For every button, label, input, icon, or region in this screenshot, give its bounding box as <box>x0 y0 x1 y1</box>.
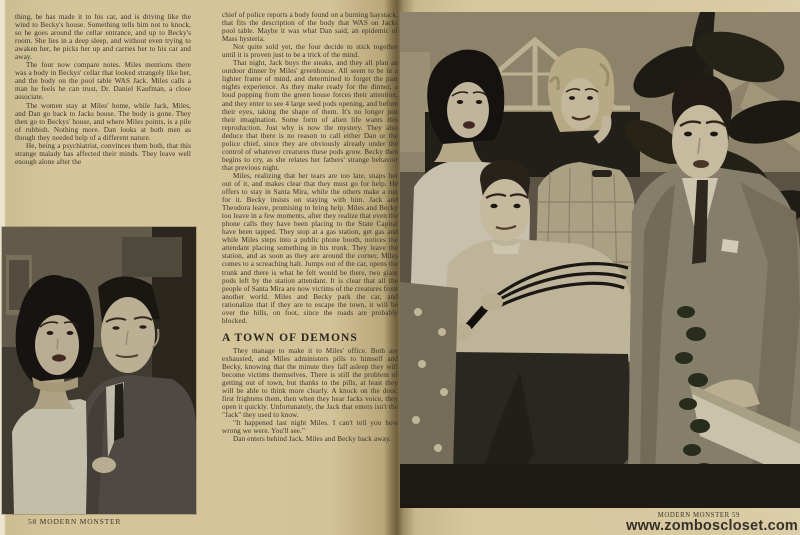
paragraph: "It happened last night Miles. I can't tell you how wrong we were. You'll see." <box>222 419 398 436</box>
paragraph: thing, he has made it to his car, and is driving like the wind to Becky's house. Something tells him not to knock, so he goes around the cellar entrance, and up to Becky's room. She lies in a deep sleep, and without even trying to awaken her, he picks her up and carries her to his car and away. <box>15 13 191 62</box>
paragraph: The women stay at Miles' home, while Jack, Miles, and Dan go back to Jacks house. The body is gone. They then go to Beckys' house, and where Miles points, is a pile of rubbish. Nothing more. Dan looks at both men as though they needed help of a different nature. <box>15 101 191 142</box>
paragraph: The four now compare notes. Miles mentions there was a body in Beckys' cellar that looked strangely like her, and the body on the pool table WAS Jack. Miles calls a man he feels he can trust, Dr. Daniel Kaufman, a close associate. <box>15 61 191 102</box>
page-number-left: 58 MODERN MONSTER <box>28 517 122 526</box>
article-column-2 <box>222 11 398 510</box>
paragraph: Not quite sold yet, the four decide to stick together until it is proven just to be a trick of the mind. <box>222 43 398 60</box>
page-number-right: MODERN MONSTER 59 <box>657 512 740 519</box>
left-page-photo <box>2 227 196 514</box>
watermark: www.zomboscloset.com <box>626 518 798 534</box>
section-heading: A TOWN OF DEMONS <box>222 331 358 344</box>
article-column-1 <box>15 13 191 213</box>
paragraph: Dan enters behind Jack. Miles and Becky back away. <box>233 435 391 444</box>
left-photo-art <box>2 227 196 514</box>
paragraph: chief of police reports a body found on a burning haystack, that fits the description of the body that WAS on Jacks pool table. Maybe it was what Dan said, an epidemic of Mass hysteria. <box>222 11 398 44</box>
paragraph: He, being a psychiatrist, convinces them both, that this strange malady has affected their minds. They leave well enough alone after the <box>15 141 191 166</box>
paragraph: They manage to make it to Miles' office. Both are exhausted, and Miles administers pills to himself and Becky, knowing that the minute they fall asleep they will become victims themselves. There is still the problem of getting out of town, but thanks to the pills, at least they will be able to think more clearly. A knock on the door, first frightens them, then when they hear Jacks voice, they open it quickly. Unfortunately, the Jack that enters isn't the "Jack" they used to know. <box>222 346 398 420</box>
paragraph: That night, Jack buys the steaks, and they all plan an outdoor dinner by Miles' greenhouse. All seem to be in a lighter frame of mind, and determined to forget the past nights experience. As they make ready for the dinner, a loud popping from the green house forces their attention, and they enter to see 4 large seed pods opening, and before their eyes, taking the shape of them. It's no longer just their imagination. Some form of alien life wants this reproduction. Just why is now the mystery. They also deduce that there is no reason to call either Dan or the police chief, since they are obviously already under the control of whatever creatures these pods grow. Becky then begins to cry, as she relates her fathers' strange behavior that previous night. <box>222 59 398 172</box>
right-photo-art <box>400 12 800 508</box>
right-page-photo <box>400 12 800 508</box>
paragraph: Miles, realizing that her tears are too late, snaps her out of it, and makes clear that they must go for help. He offers to stay in Santa Mira, while the others make a run for it. Becky insists on staying with him. Jack and Theodora leave, promising to bring help. Miles and Becky too leave in a few moments, after they realize that even the phone calls they have been placing to the State Capital have been tapped. They stop at a gas station, get gas and while Miles steps into a public phone booth, notices the attendant placing something in his trunk. They leave the station, and as soon as they are around the corner, Miles comes to a screaching halt. Jumps out of the car, opens the trunk and there is what he felt would be there, two giant pods left by the station attendant. It is clear that all the people of Santa Mira are now victims of the creatures from another world. Miles and Becky park the car, and rationalize that if they are to escape the town, it will be over the hills, on foot, since the roads are probably blocked. <box>222 171 398 325</box>
